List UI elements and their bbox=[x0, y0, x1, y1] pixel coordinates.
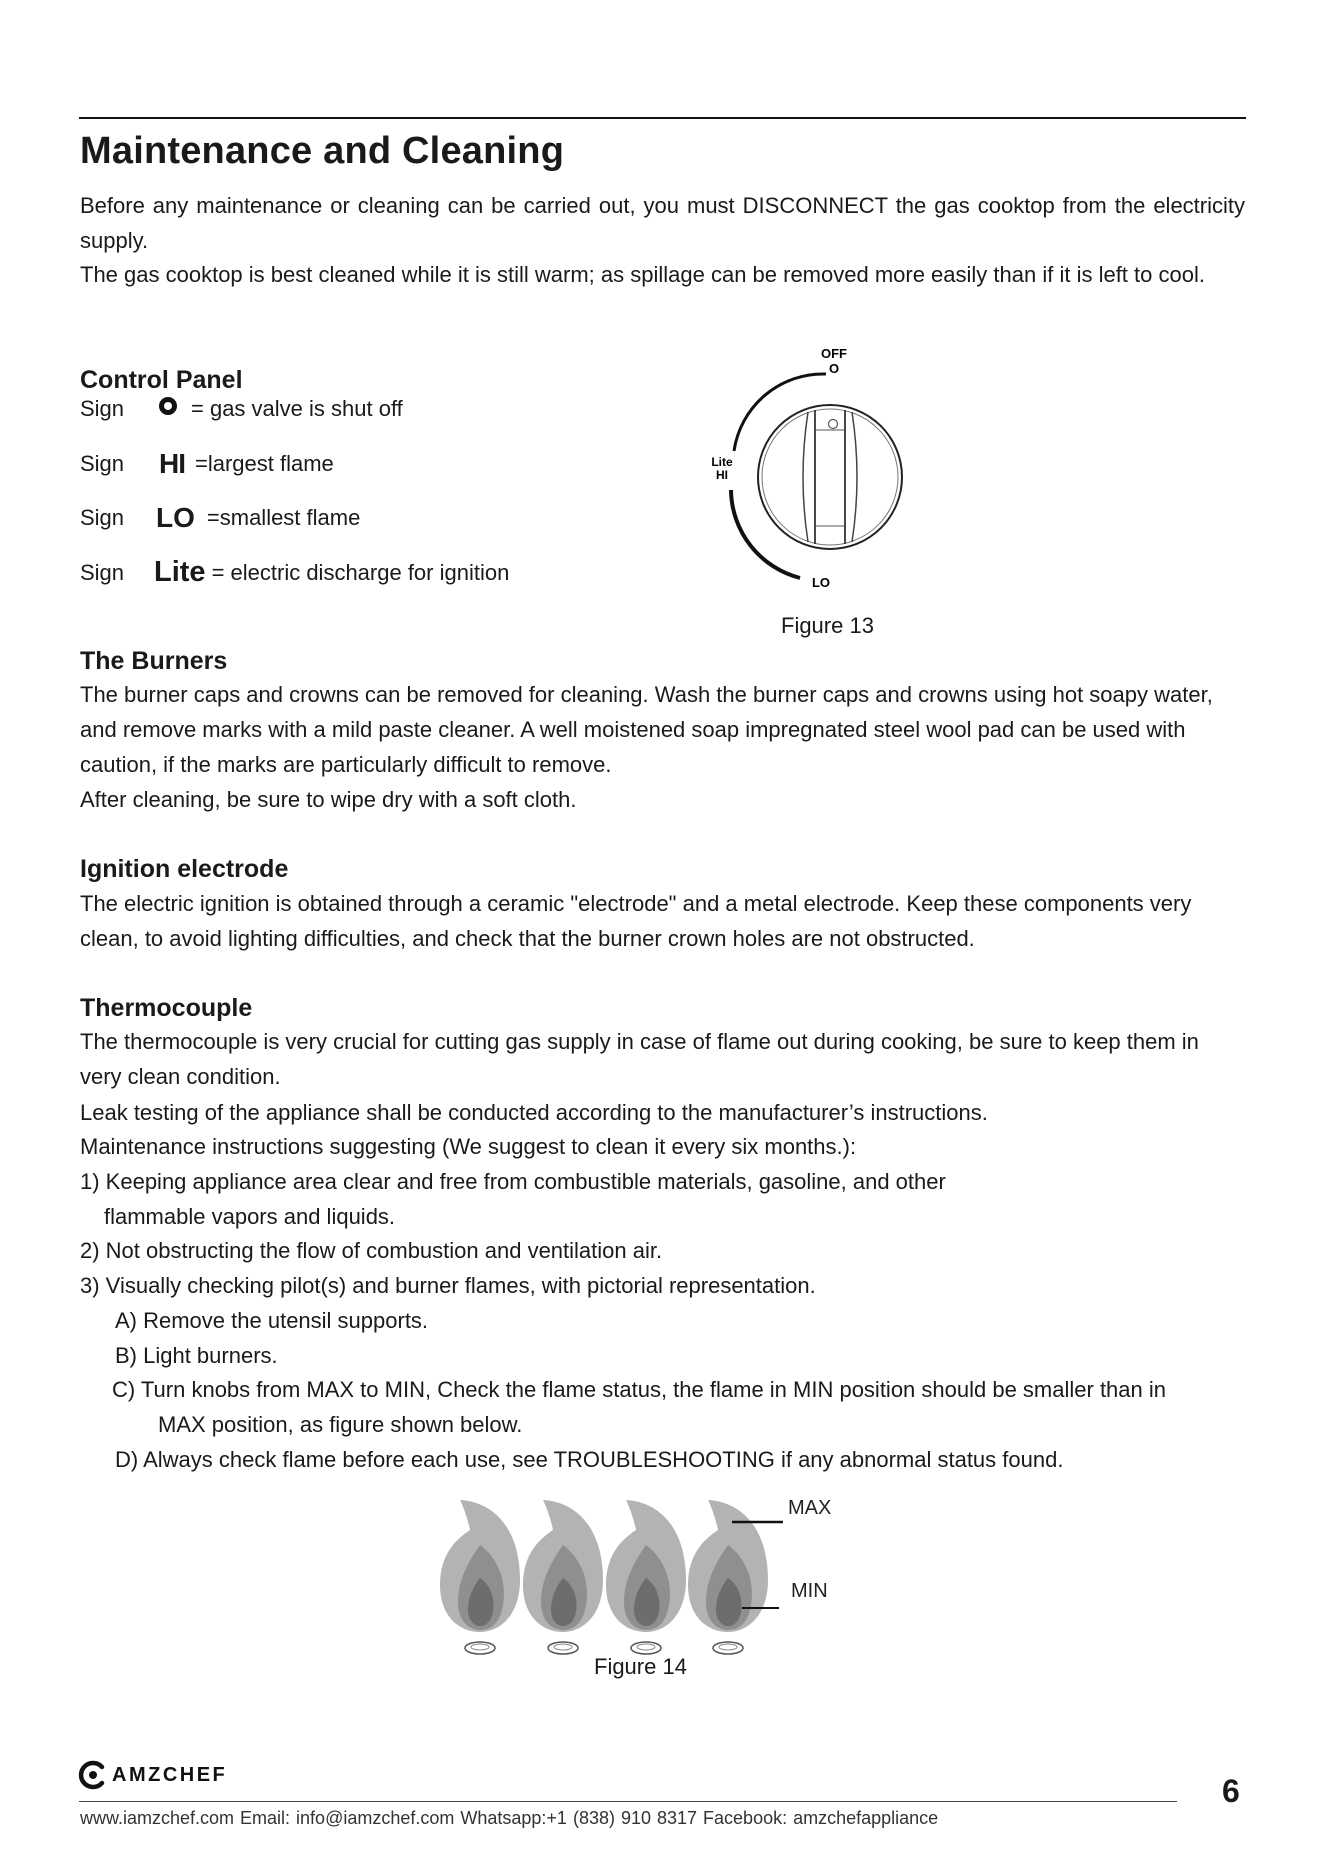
sub-item-d: D) Always check flame before each use, see TROUBLESHOOTING if any abnormal status found. bbox=[115, 1447, 1064, 1472]
off-circle-icon bbox=[159, 397, 177, 415]
min-label: MIN bbox=[791, 1580, 828, 1602]
burners-text: The burner caps and crowns can be removed for cleaning. Wash the burner caps and crowns using hot soapy water, and remove marks with a mild paste cleaner. A well moistened soap impregnated steel wool pad can be used with caution, if the marks are particularly difficult to remove. bbox=[80, 682, 1213, 777]
sign-desc: = gas valve is shut off bbox=[191, 396, 403, 421]
sign-row-hi bbox=[80, 448, 334, 480]
item-1-line-1: 1) Keeping appliance area clear and free from combustible materials, gasoline, and other bbox=[80, 1169, 946, 1194]
footer-contact: www.iamzchef.com Email: info@iamzchef.com Whatsapp:+1 (838) 910 8317 Facebook: amzchefappliance bbox=[80, 1808, 939, 1828]
sign-row-lite bbox=[80, 556, 509, 589]
knob-label-lite: Lite bbox=[711, 455, 733, 469]
maintenance-text: Maintenance instructions suggesting (We suggest to clean it every six months.): bbox=[80, 1134, 857, 1159]
knob-label-hi: HI bbox=[716, 468, 728, 482]
thermocouple-heading: Thermocouple bbox=[80, 994, 253, 1022]
burners-heading: The Burners bbox=[80, 647, 228, 675]
brand-logo-icon bbox=[78, 1760, 108, 1790]
flame-2 bbox=[523, 1500, 603, 1654]
lo-symbol: LO bbox=[156, 502, 195, 533]
burners-text-2: After cleaning, be sure to wipe dry with a soft cloth. bbox=[80, 787, 577, 812]
sign-desc: =largest flame bbox=[195, 451, 334, 476]
ignition-text: The electric ignition is obtained through a ceramic "electrode" and a metal electrode. Keep these components very clean, to avoid lighting difficulties, and check that the burner crown holes are not obstructed. bbox=[80, 891, 1192, 951]
sign-word: Sign bbox=[80, 451, 125, 476]
item-2: 2) Not obstructing the flow of combustion and ventilation air. bbox=[80, 1238, 663, 1263]
sub-item-c-line-1: C) Turn knobs from MAX to MIN, Check the flame status, the flame in MIN position should be smaller than in bbox=[112, 1377, 1166, 1402]
sub-item-b: B) Light burners. bbox=[115, 1343, 278, 1368]
leak-testing-text: Leak testing of the appliance shall be conducted according to the manufacturer’s instructions. bbox=[80, 1100, 988, 1125]
sub-item-c-line-2: MAX position, as figure shown below. bbox=[158, 1412, 523, 1437]
page-title: Maintenance and Cleaning bbox=[80, 130, 565, 172]
figure-14-caption: Figure 14 bbox=[594, 1654, 687, 1679]
intro-paragraph-1: Before any maintenance or cleaning can be carried out, you must DISCONNECT the gas cooktop from the electricity supply. bbox=[80, 193, 1245, 253]
sign-desc: =smallest flame bbox=[206, 505, 361, 530]
sign-word: Sign bbox=[80, 505, 125, 530]
intro-paragraph-2: The gas cooktop is best cleaned while it is still warm; as spillage can be removed more easily than if it is left to cool. bbox=[80, 262, 1205, 287]
brand-logo bbox=[78, 1760, 227, 1790]
sign-word: Sign bbox=[80, 396, 125, 421]
thermocouple-text: The thermocouple is very crucial for cutting gas supply in case of flame out during cooking, be sure to keep them in very clean condition. bbox=[80, 1029, 1199, 1089]
sign-desc: = electric discharge for ignition bbox=[211, 559, 510, 585]
hi-symbol: HI bbox=[159, 448, 185, 479]
item-1-line-2: flammable vapors and liquids. bbox=[104, 1204, 396, 1229]
knob-label-off-mark: O bbox=[828, 361, 840, 376]
footer-rule bbox=[79, 1801, 1177, 1802]
control-knob-figure bbox=[700, 340, 940, 600]
brand-name: AMZCHEF bbox=[112, 1763, 228, 1786]
sign-word: Sign bbox=[80, 559, 125, 585]
sub-item-a: A) Remove the utensil supports. bbox=[115, 1308, 429, 1333]
knob-label-lo: LO bbox=[811, 575, 831, 590]
flame-figure bbox=[430, 1490, 860, 1660]
flame-1 bbox=[440, 1500, 520, 1654]
knob-label-off: OFF bbox=[821, 346, 847, 361]
item-3: 3) Visually checking pilot(s) and burner flames, with pictorial representation. bbox=[80, 1273, 816, 1298]
top-rule bbox=[79, 117, 1246, 119]
figure-13-caption: Figure 13 bbox=[781, 613, 874, 638]
control-panel-heading: Control Panel bbox=[80, 366, 243, 394]
sign-row-lo bbox=[80, 502, 360, 534]
sign-row-off bbox=[80, 396, 403, 422]
ignition-heading: Ignition electrode bbox=[80, 855, 289, 883]
flame-3 bbox=[606, 1500, 686, 1654]
lite-symbol: Lite bbox=[154, 556, 206, 588]
max-label: MAX bbox=[788, 1497, 832, 1519]
page-number: 6 bbox=[1222, 1773, 1240, 1809]
